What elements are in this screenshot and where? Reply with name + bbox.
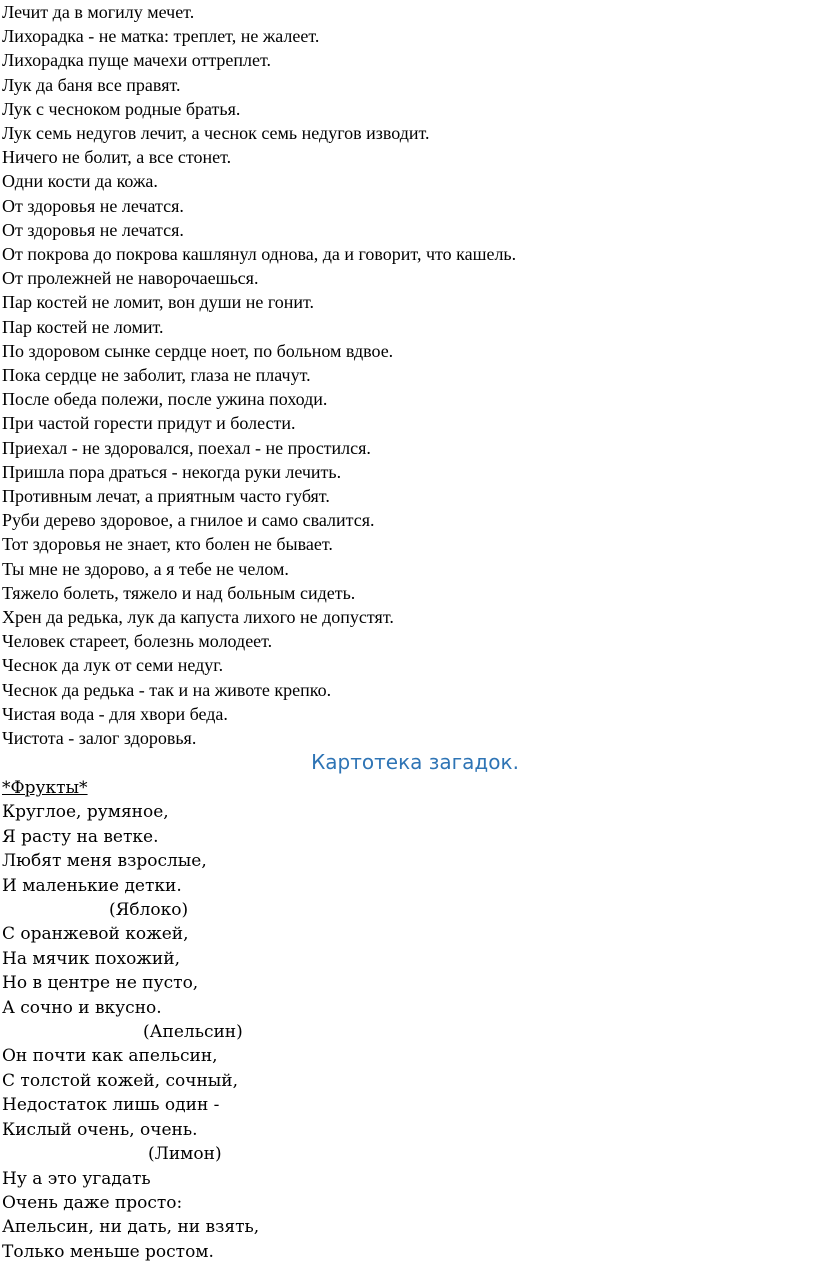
riddle-line: А сочно и вкусно.: [2, 997, 162, 1018]
proverb-line: Чистая вода - для хвори беда.: [2, 703, 228, 724]
riddle-line: Только меньше ростом.: [2, 1241, 214, 1262]
riddle-line: Он почти как апельсин,: [2, 1046, 218, 1067]
proverb-line: Пока сердце не заболит, глаза не плачут.: [2, 365, 311, 386]
proverb-line: Пришла пора драться - некогда руки лечить.: [2, 461, 342, 482]
riddle-answer: (Яблоко): [109, 900, 189, 921]
proverb-line: От здоровья не лечатся.: [2, 195, 184, 216]
proverb-line: Лук да баня все правят.: [2, 74, 181, 95]
riddle-line: Апельсин, ни дать, ни взять,: [2, 1217, 260, 1238]
riddle-answer: (Лимон): [148, 1144, 222, 1165]
proverb-line: По здоровом сынке сердце ноет, по больном вдвое.: [2, 340, 394, 361]
proverb-line: Хрен да редька, лук да капуста лихого не допустят.: [2, 607, 394, 628]
proverb-line: Чеснок да лук от семи недуг.: [2, 655, 224, 676]
riddle-line: Кислый очень, очень.: [2, 1119, 198, 1140]
riddle-answer: (Апельсин): [143, 1022, 243, 1043]
proverb-line: Лечит да в могилу мечет.: [2, 2, 195, 22]
riddle-line: Ну а это угадать: [2, 1168, 151, 1189]
riddle-line: С толстой кожей, сочный,: [2, 1070, 239, 1091]
riddle-line: Очень даже просто:: [2, 1192, 183, 1213]
riddle-line: Я расту на ветке.: [2, 826, 159, 847]
proverbs-list: [2, 0, 812, 750]
proverb-line: При частой горести придут и болести.: [2, 413, 296, 434]
proverb-line: Лук семь недугов лечит, а чеснок семь недугов изводит.: [2, 123, 430, 144]
proverb-line: Лук с чесноком родные братья.: [2, 98, 241, 119]
proverb-line: Противным лечат, а приятным часто губят.: [2, 486, 330, 507]
proverb-line: Одни кости да кожа.: [2, 171, 158, 192]
proverb-line: Руби дерево здоровое, а гнилое и само свалится.: [2, 510, 375, 531]
proverb-line: Чистота - залог здоровья.: [2, 728, 197, 749]
riddles-list: [2, 776, 812, 1264]
proverb-line: Пар костей не ломит.: [2, 316, 164, 337]
riddle-line: С оранжевой кожей,: [2, 924, 189, 945]
proverb-line: Чеснок да редька - так и на животе крепко.: [2, 679, 332, 700]
proverb-line: От покрова до покрова кашлянул однова, да и говорит, что кашель.: [2, 244, 517, 265]
proverb-line: От пролежней не наворочаешься.: [2, 268, 259, 289]
proverb-line: Ничего не болит, а все стонет.: [2, 147, 232, 168]
proverb-line: Лихорадка пуще мачехи оттреплет.: [2, 50, 272, 71]
proverb-line: От здоровья не лечатся.: [2, 219, 184, 240]
proverb-line: Пар костей не ломит, вон души не гонит.: [2, 292, 315, 313]
riddle-line: И маленькие детки.: [2, 875, 182, 896]
proverb-line: Тяжело болеть, тяжело и над больным сидеть.: [2, 582, 356, 603]
proverb-line: Тот здоровья не знает, кто болен не бывает.: [2, 534, 333, 555]
riddle-line: На мячик похожий,: [2, 948, 181, 969]
proverb-line: После обеда полежи, после ужина походи.: [2, 389, 328, 410]
riddle-line: Недостаток лишь один -: [2, 1095, 220, 1116]
proverb-line: Приехал - не здоровался, поехал - не простился.: [2, 437, 371, 458]
proverb-line: Ты мне не здорово, а я тебе не челом.: [2, 558, 289, 579]
category-label: *Фрукты*: [2, 778, 88, 798]
proverb-line: Лихорадка - не матка: треплет, не жалеет.: [2, 26, 320, 47]
riddle-line: Но в центре не пусто,: [2, 973, 199, 994]
riddle-line: Любят меня взрослые,: [2, 851, 207, 872]
section-heading: Картотека загадок.: [311, 750, 519, 774]
proverb-line: Человек стареет, болезнь молодеет.: [2, 631, 273, 652]
riddle-line: Круглое, румяное,: [2, 802, 169, 823]
